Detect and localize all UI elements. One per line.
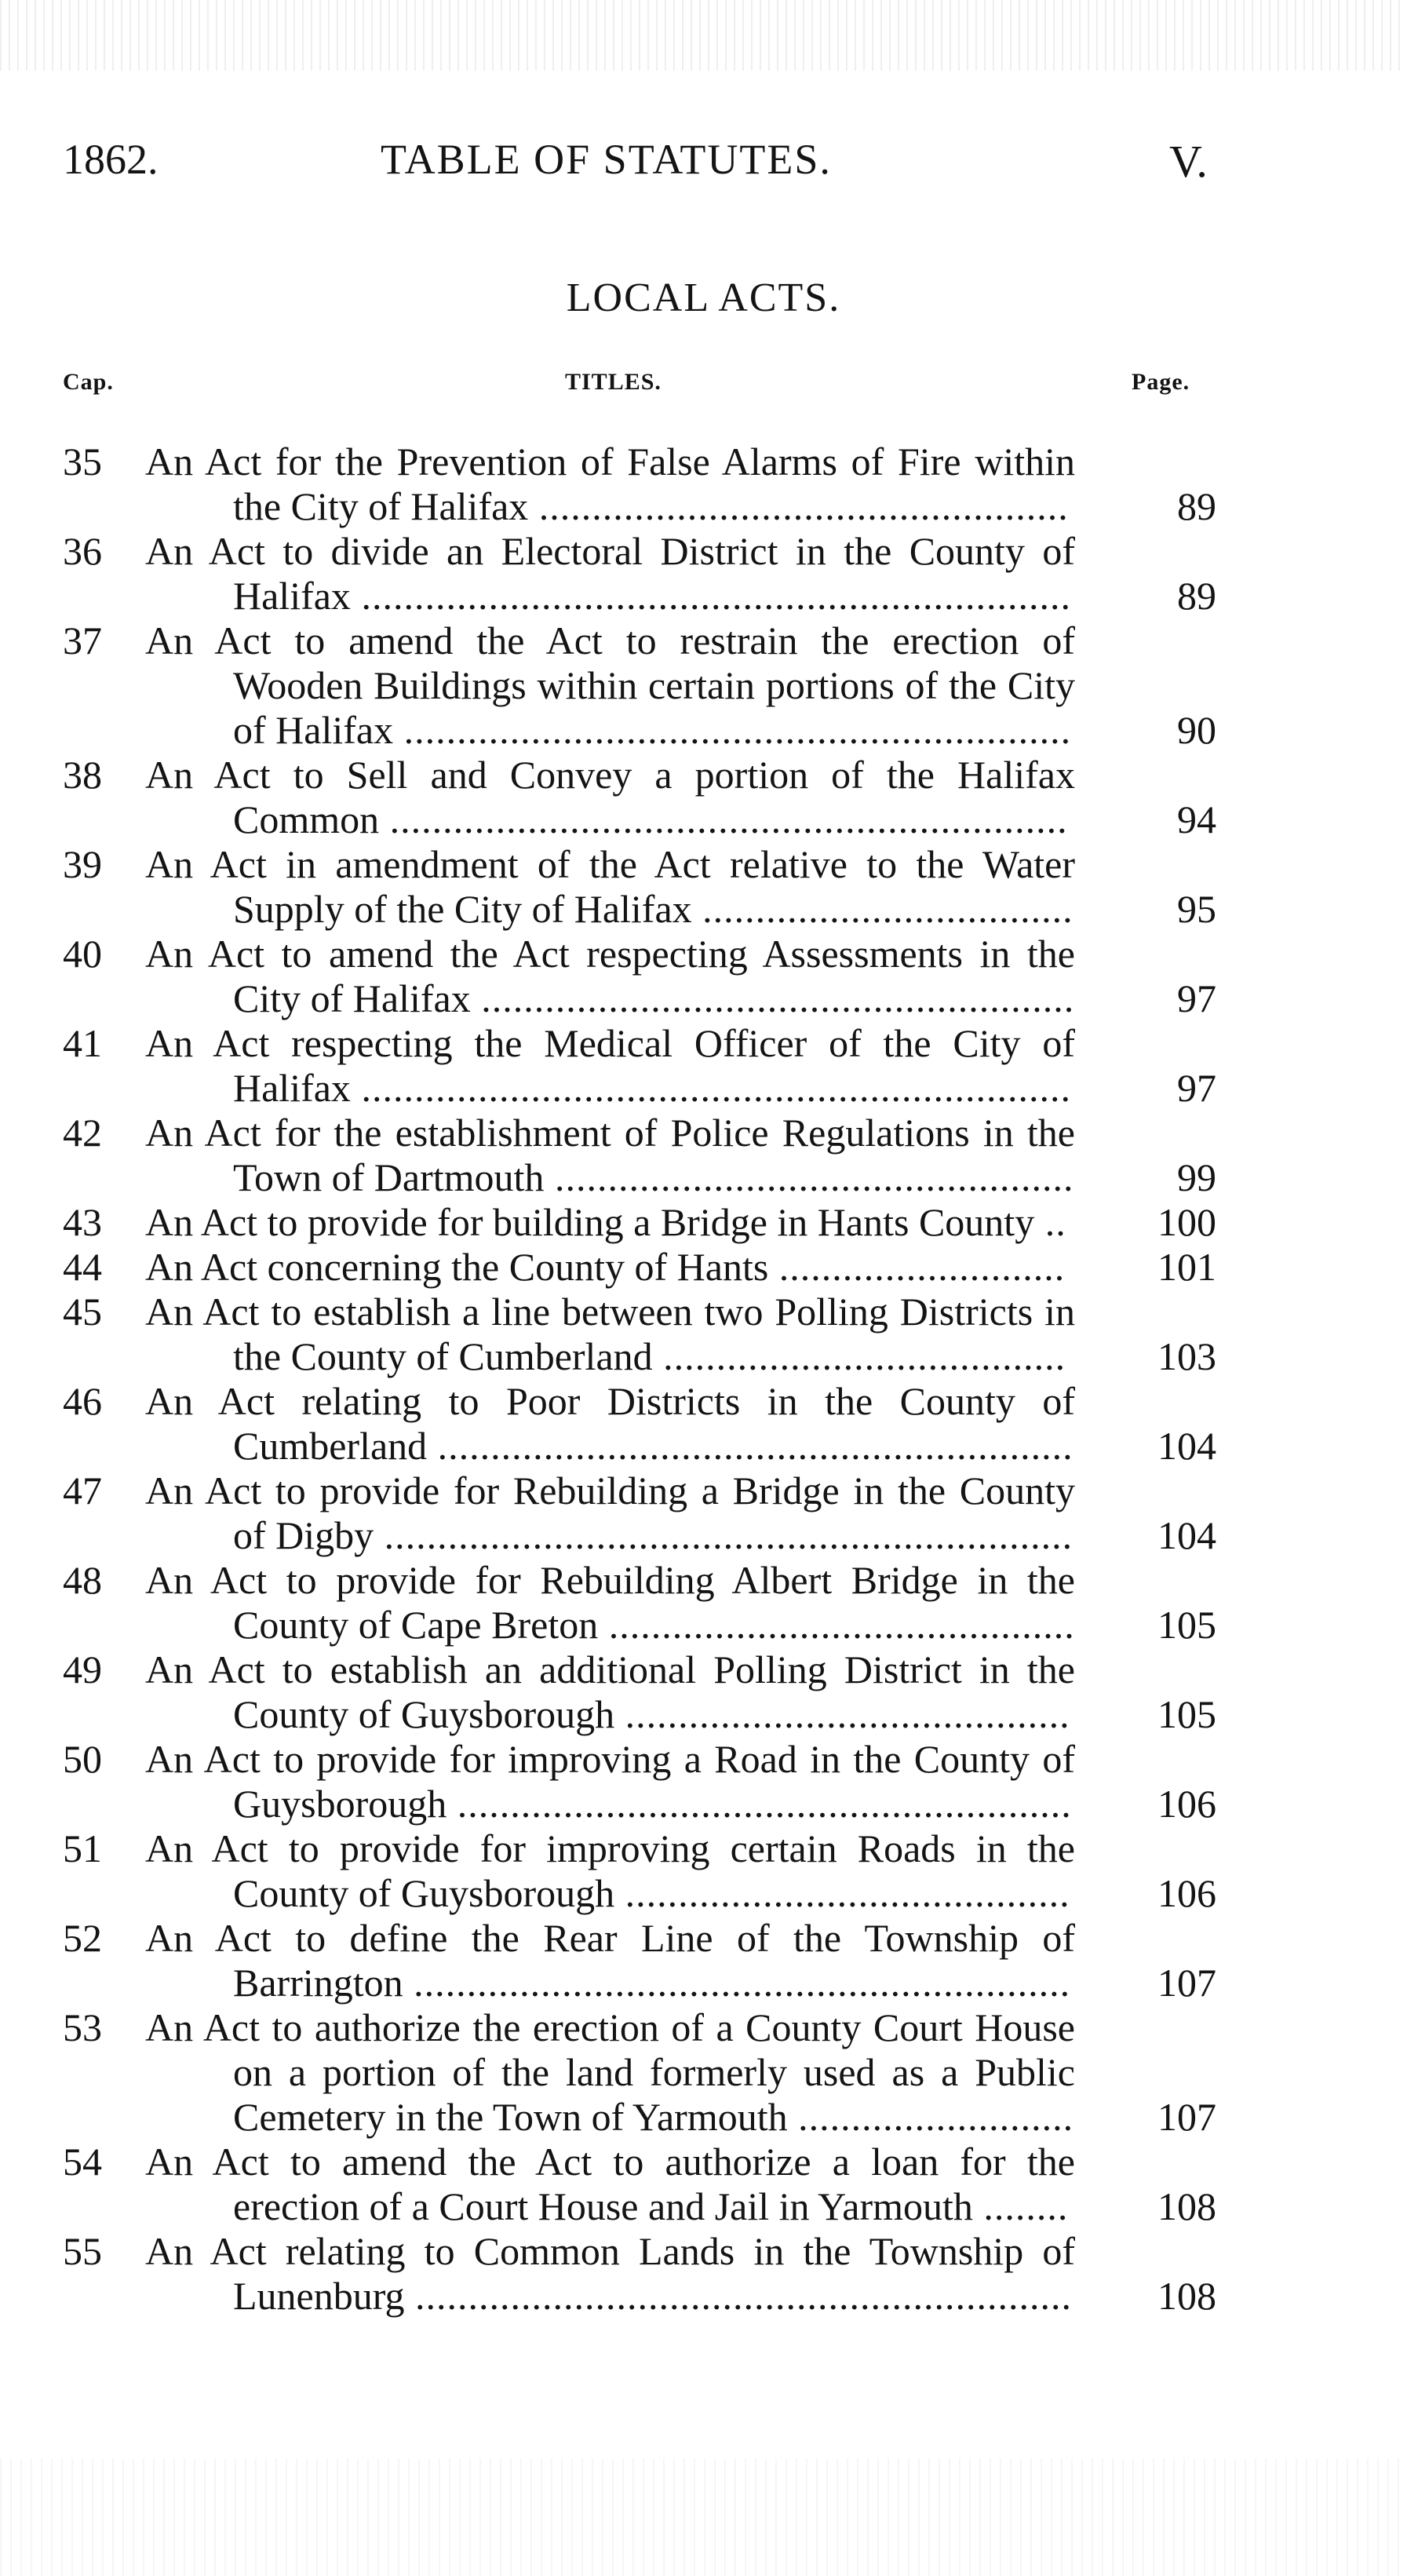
chapter-number: 51: [63, 1826, 102, 1870]
page-reference: 89: [1177, 574, 1216, 618]
statute-entry: [63, 753, 1240, 842]
dot-leader: ..........................................................: [447, 1782, 1072, 1826]
act-title-text: An Act for the Prevention of False Alarms of Fire within the City of Halifax: [145, 440, 1075, 528]
act-title: [145, 842, 1075, 932]
dot-leader: ..............................................................: [404, 2274, 1072, 2318]
statute-entry: [63, 1111, 1240, 1200]
act-title-text: An Act respecting the Medical Officer of the City of Halifax: [145, 1021, 1075, 1110]
dot-leader: ..: [1034, 1200, 1066, 1244]
dot-leader: ........: [972, 2184, 1069, 2228]
chapter-number: 47: [63, 1469, 102, 1512]
statute-entry: [63, 1469, 1240, 1558]
page-reference: 106: [1157, 1782, 1216, 1826]
page-reference: 90: [1177, 708, 1216, 752]
statute-entry: [63, 1737, 1240, 1826]
dot-leader: ...............................................................: [393, 708, 1072, 752]
act-title: [145, 932, 1075, 1021]
chapter-number: 40: [63, 932, 102, 976]
statute-entry: [63, 1558, 1240, 1647]
act-title: [145, 1469, 1075, 1558]
statute-entry: [63, 529, 1240, 618]
page-reference: 95: [1177, 887, 1216, 931]
act-title: [145, 1826, 1075, 1916]
chapter-number: 54: [63, 2140, 102, 2184]
act-title: [145, 440, 1075, 529]
act-title: [145, 1737, 1075, 1826]
act-title-text: An Act to amend the Act to restrain the erection of Wooden Buildings within certain portions of the City of Halifax: [145, 618, 1075, 752]
statute-entry: [63, 618, 1240, 753]
act-title-text: An Act to provide for improving a Road in the County of Guysborough: [145, 1737, 1075, 1826]
act-title: [145, 1200, 1075, 1245]
act-title: [145, 1245, 1075, 1290]
page-reference: 97: [1177, 1066, 1216, 1110]
statute-list: [63, 440, 1240, 2319]
statute-entry: [63, 2005, 1240, 2140]
dot-leader: ........................................................: [470, 976, 1075, 1020]
chapter-number: 39: [63, 842, 102, 886]
act-title-text: An Act for the establishment of Police Regulations in the Town of Dartmouth: [145, 1111, 1075, 1199]
scan-border-top: [0, 0, 1407, 71]
act-title-text: An Act to authorize the erection of a County Court House on a portion of the land formerly used as a Public Cemetery in the Town of Yarmouth: [145, 2005, 1075, 2139]
statute-entry: [63, 1379, 1240, 1469]
running-head-year: 1862.: [63, 136, 159, 183]
act-title-text: An Act to Sell and Convey a portion of the Halifax Common: [145, 753, 1075, 841]
act-title-text: An Act to provide for Rebuilding Albert Bridge in the County of Cape Breton: [145, 1558, 1075, 1647]
page-reference: 108: [1157, 2274, 1216, 2318]
act-title: [145, 1647, 1075, 1737]
act-title-text: An Act relating to Common Lands in the Township of Lunenburg: [145, 2229, 1075, 2318]
act-title-text: An Act to provide for building a Bridge in Hants County: [145, 1200, 1035, 1244]
dot-leader: ...................................................................: [350, 1066, 1071, 1110]
act-title: [145, 529, 1075, 618]
act-title: [145, 1290, 1075, 1379]
act-title-text: An Act to establish an additional Polling District in the County of Guysborough: [145, 1647, 1075, 1736]
act-title: [145, 2005, 1075, 2140]
act-title-text: An Act in amendment of the Act relative to the Water Supply of the City of Halifax: [145, 842, 1075, 931]
act-title: [145, 1021, 1075, 1111]
column-header-cap: Cap.: [63, 369, 114, 395]
chapter-number: 55: [63, 2229, 102, 2273]
act-title: [145, 753, 1075, 842]
page-reference: 94: [1177, 797, 1216, 841]
dot-leader: ...................................................................: [350, 574, 1071, 618]
act-title: [145, 2229, 1075, 2319]
chapter-number: 42: [63, 1111, 102, 1155]
act-title-text: An Act to amend the Act to authorize a loan for the erection of a Court House and Jail in Yarmouth: [145, 2140, 1075, 2228]
chapter-number: 37: [63, 618, 102, 662]
column-header-titles: TITLES.: [565, 369, 662, 395]
dot-leader: ................................................................: [379, 797, 1068, 841]
scan-border-bottom: [0, 2458, 1407, 2576]
statute-entry: [63, 2140, 1240, 2229]
act-title: [145, 1379, 1075, 1469]
page-reference: 108: [1157, 2184, 1216, 2228]
dot-leader: ...................................: [691, 887, 1073, 931]
chapter-number: 38: [63, 753, 102, 797]
act-title-text: An Act to provide for Rebuilding a Bridge in the County of Digby: [145, 1469, 1075, 1557]
page-reference: 97: [1177, 976, 1216, 1020]
page-reference: 103: [1157, 1334, 1216, 1378]
chapter-number: 44: [63, 1245, 102, 1289]
column-headers: [63, 369, 1224, 408]
statute-entry: [63, 842, 1240, 932]
running-head-page-number: V.: [1169, 136, 1208, 187]
page-reference: 107: [1157, 1961, 1216, 2005]
chapter-number: 43: [63, 1200, 102, 1244]
statute-entry: [63, 2229, 1240, 2319]
running-head-title: TABLE OF STATUTES.: [381, 136, 832, 183]
chapter-number: 49: [63, 1647, 102, 1691]
dot-leader: ..............................................................: [403, 1961, 1071, 2005]
chapter-number: 50: [63, 1737, 102, 1781]
dot-leader: ...........................: [768, 1245, 1066, 1289]
dot-leader: ............................................................: [427, 1424, 1073, 1468]
chapter-number: 46: [63, 1379, 102, 1423]
dot-leader: ......................................: [652, 1334, 1066, 1378]
page-reference: 89: [1177, 484, 1216, 528]
running-head: [63, 135, 1224, 198]
act-title-text: An Act to amend the Act respecting Assessments in the City of Halifax: [145, 932, 1075, 1020]
statute-entry: [63, 1200, 1240, 1245]
act-title-text: An Act relating to Poor Districts in the County of Cumberland: [145, 1379, 1075, 1468]
act-title-text: An Act to provide for improving certain Roads in the County of Guysborough: [145, 1826, 1075, 1915]
chapter-number: 48: [63, 1558, 102, 1602]
column-header-page: Page.: [1132, 369, 1190, 395]
act-title-text: An Act to divide an Electoral District in the County of Halifax: [145, 529, 1075, 618]
act-title-text: An Act concerning the County of Hants: [145, 1245, 769, 1289]
dot-leader: ............................................: [598, 1603, 1075, 1647]
chapter-number: 36: [63, 529, 102, 573]
act-title: [145, 1111, 1075, 1200]
dot-leader: .................................................................: [374, 1513, 1073, 1557]
statute-entry: [63, 440, 1240, 529]
statute-entry: [63, 1647, 1240, 1737]
chapter-number: 53: [63, 2005, 102, 2049]
act-title: [145, 2140, 1075, 2229]
act-title: [145, 1558, 1075, 1647]
act-title-text: An Act to establish a line between two Polling Districts in the County of Cumberland: [145, 1290, 1075, 1378]
statute-entry: [63, 1290, 1240, 1379]
statute-entry: [63, 1916, 1240, 2005]
dot-leader: .................................................: [544, 1155, 1074, 1199]
page-reference: 106: [1157, 1871, 1216, 1915]
dot-leader: ..........................................: [614, 1871, 1070, 1915]
dot-leader: ..........................: [787, 2095, 1074, 2139]
statute-entry: [63, 932, 1240, 1021]
page-reference: 99: [1177, 1155, 1216, 1199]
chapter-number: 45: [63, 1290, 102, 1334]
chapter-number: 35: [63, 440, 102, 483]
statute-entry: [63, 1021, 1240, 1111]
act-title: [145, 1916, 1075, 2005]
statute-entry: [63, 1826, 1240, 1916]
dot-leader: ..................................................: [528, 484, 1069, 528]
page-reference: 104: [1157, 1513, 1216, 1557]
act-title-text: An Act to define the Rear Line of the Township of Barrington: [145, 1916, 1075, 2005]
page-reference: 105: [1157, 1692, 1216, 1736]
page-reference: 104: [1157, 1424, 1216, 1468]
dot-leader: ..........................................: [614, 1692, 1070, 1736]
page-reference: 105: [1157, 1603, 1216, 1647]
chapter-number: 41: [63, 1021, 102, 1065]
section-title: LOCAL ACTS.: [566, 275, 841, 320]
page-reference: 107: [1157, 2095, 1216, 2139]
act-title: [145, 618, 1075, 753]
page-reference: 101: [1157, 1245, 1216, 1289]
statute-entry: [63, 1245, 1240, 1290]
page-reference: 100: [1157, 1200, 1216, 1244]
chapter-number: 52: [63, 1916, 102, 1960]
